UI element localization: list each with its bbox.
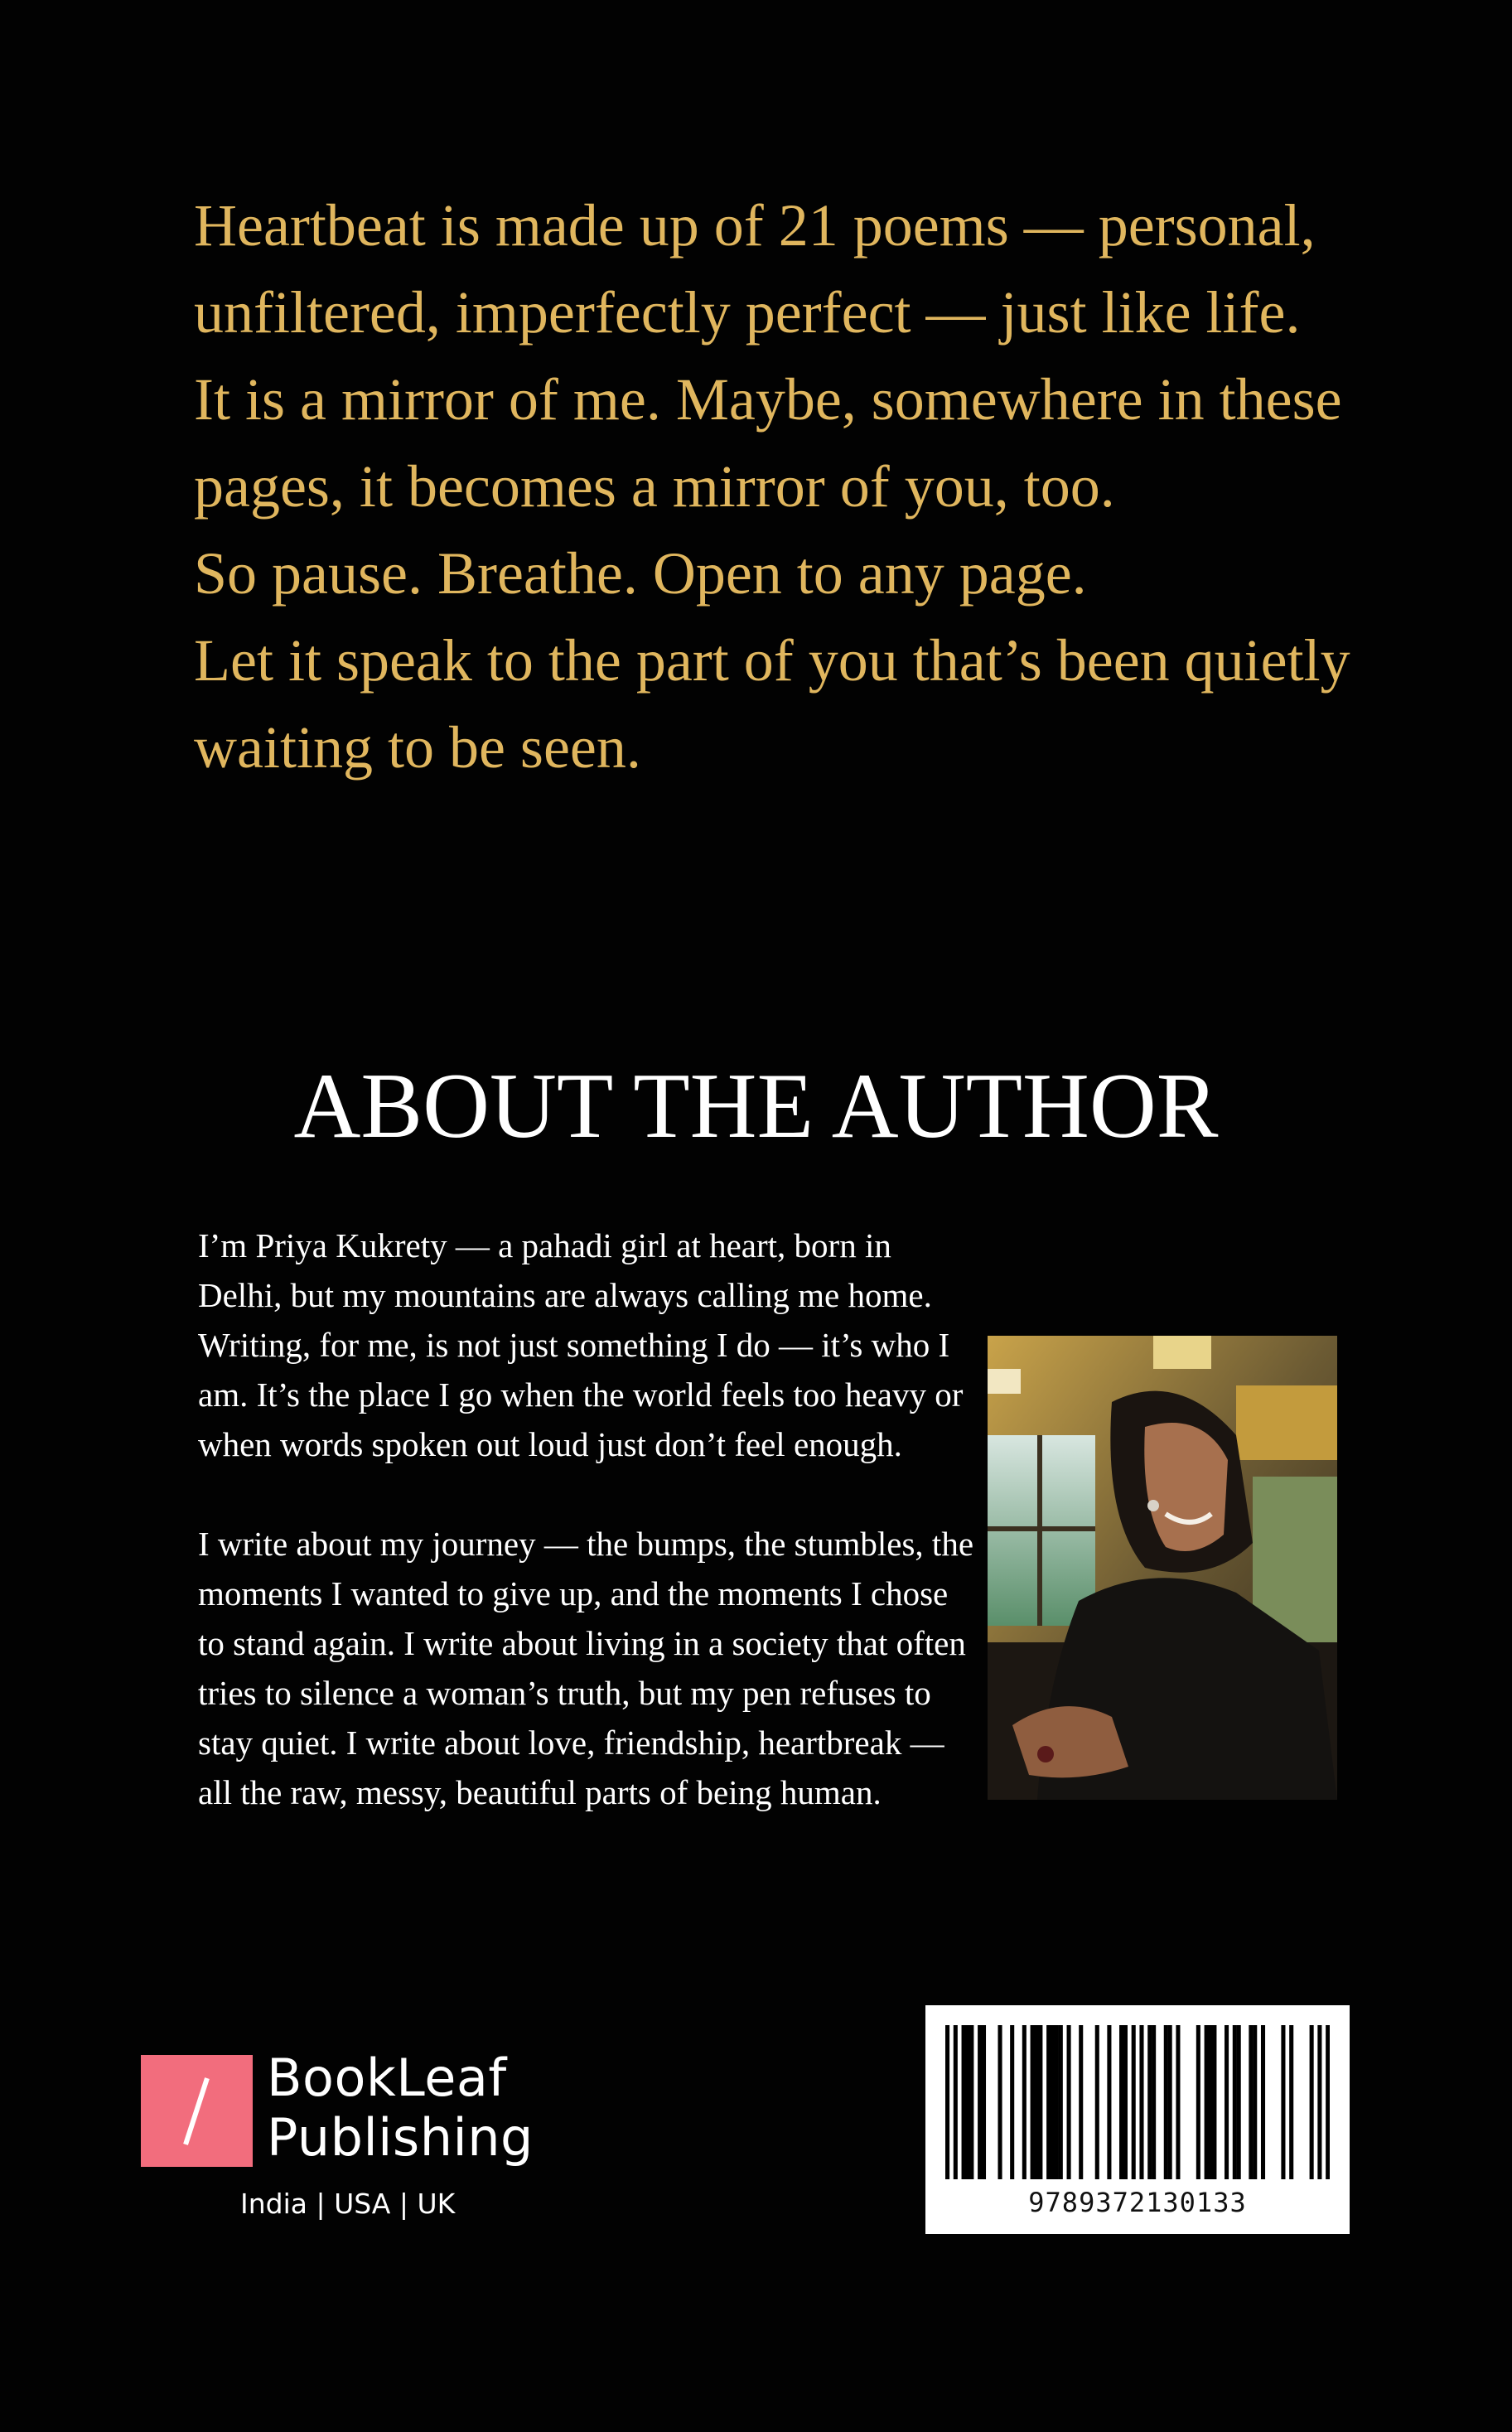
barcode-bar	[1253, 2025, 1257, 2179]
barcode-bar	[1168, 2025, 1172, 2179]
barcode-bar	[1310, 2025, 1314, 2179]
barcode-bar	[1095, 2025, 1099, 2179]
barcode-bar	[1132, 2025, 1136, 2179]
barcode-bar	[1038, 2025, 1042, 2179]
barcode-bar	[1119, 2025, 1123, 2179]
barcode-bar	[1205, 2025, 1209, 2179]
isbn-number: 9789372130133	[1028, 2187, 1247, 2218]
blurb-paragraph: Let it speak to the part of you that’s been quietly waiting to be seen.	[194, 627, 1350, 781]
barcode-bar	[998, 2025, 1002, 2179]
isbn-barcode	[925, 2005, 1350, 2234]
barcode-bar	[1031, 2025, 1035, 2179]
barcode-bar	[1212, 2025, 1216, 2179]
barcode-bar	[1164, 2025, 1168, 2179]
barcode-bar	[1051, 2025, 1055, 2179]
publisher-regions: India | USA | UK	[240, 2188, 456, 2220]
barcode-bar	[969, 2025, 973, 2179]
publisher-name	[267, 2048, 534, 2168]
bio-paragraph: I’m Priya Kukrety — a pahadi girl at heart, born in Delhi, but my mountains are always calling me home. Writing, for me, is not just something I do — it’s who I am. It’s the place I go when the world feels too heavy or when words spoken out loud just don’t feel enough.	[198, 1226, 964, 1463]
publisher-name-line2: Publishing	[267, 2107, 534, 2168]
author-bio	[198, 1221, 977, 1817]
barcode-bar	[1225, 2025, 1229, 2179]
barcode-bar	[1079, 2025, 1083, 2179]
barcode-bar	[1176, 2025, 1180, 2179]
bio-paragraph: I write about my journey — the bumps, the stumbles, the moments I wanted to give up, and the moments I chose to stand again. I write about living in a society that often tries to silence a woman’s truth, but my pen refuses to stay quiet. I write about love, friendship, heartbreak — all the raw, messy, beautiful parts of being human.	[198, 1525, 974, 1811]
barcode-bar	[954, 2025, 958, 2179]
barcode-bar	[1237, 2025, 1241, 2179]
barcode-bar	[1249, 2025, 1253, 2179]
slash-icon	[183, 2077, 210, 2145]
barcode-bar	[1022, 2025, 1027, 2179]
barcode-bar	[1059, 2025, 1063, 2179]
blurb-paragraph: It is a mirror of me. Maybe, somewhere in these pages, it becomes a mirror of you, too.	[194, 366, 1342, 520]
barcode-bar	[1196, 2025, 1200, 2179]
barcode-bar	[1289, 2025, 1293, 2179]
barcode-bar	[1208, 2025, 1212, 2179]
barcode-bar	[1139, 2025, 1143, 2179]
barcode-bar	[1233, 2025, 1237, 2179]
barcode-bar	[965, 2025, 969, 2179]
barcode-bar	[1123, 2025, 1128, 2179]
barcode-bar	[1067, 2025, 1071, 2179]
barcode-bar	[1046, 2025, 1051, 2179]
barcode-bar	[945, 2025, 949, 2179]
publisher-logo	[141, 2048, 555, 2237]
author-photo-illustration	[988, 1336, 1337, 1800]
barcode-bars	[945, 2025, 1330, 2179]
publisher-logo-mark	[141, 2055, 253, 2167]
barcode-bar	[982, 2025, 986, 2179]
publisher-name-line1: BookLeaf	[267, 2048, 507, 2108]
barcode-bar	[1317, 2025, 1321, 2179]
barcode-bar	[1281, 2025, 1285, 2179]
barcode-bar	[1147, 2025, 1152, 2179]
barcode-bar	[978, 2025, 982, 2179]
barcode-bar	[1261, 2025, 1265, 2179]
barcode-bar	[962, 2025, 966, 2179]
barcode-bar	[1010, 2025, 1014, 2179]
barcode-bar	[1055, 2025, 1059, 2179]
author-photo	[988, 1336, 1337, 1800]
barcode-bar	[1326, 2025, 1330, 2179]
blurb	[194, 182, 1354, 791]
blurb-paragraph: Heartbeat is made up of 21 poems — personal, unfiltered, imperfectly perfect — just like life.	[194, 192, 1316, 346]
barcode-bar	[1034, 2025, 1038, 2179]
barcode-bar	[1107, 2025, 1111, 2179]
about-heading: ABOUT THE AUTHOR	[293, 1055, 1219, 1158]
blurb-paragraph: So pause. Breathe. Open to any page.	[194, 540, 1087, 607]
barcode-bar	[1152, 2025, 1156, 2179]
